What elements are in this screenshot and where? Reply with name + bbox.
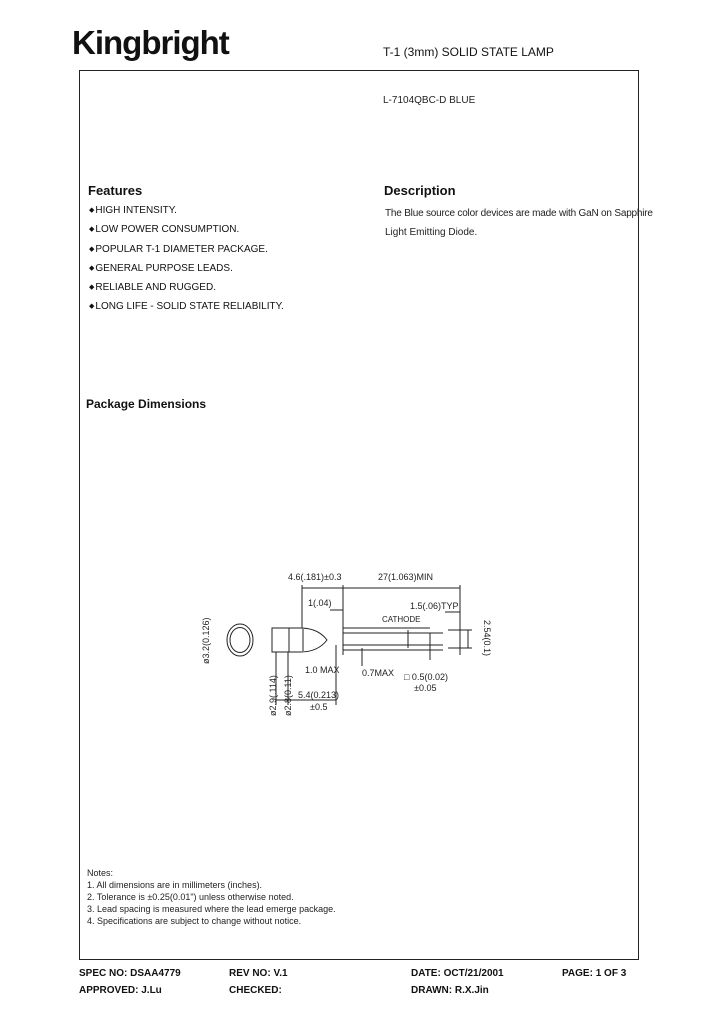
feature-item: ◆HIGH INTENSITY.: [89, 205, 177, 216]
features-heading: Features: [88, 183, 143, 198]
document-date: DATE: OCT/21/2001: [411, 968, 504, 979]
dim-label-05-tol: ±0.05: [414, 683, 437, 693]
dim-label-07max: 0.7MAX: [362, 668, 395, 678]
notes-block: [87, 867, 336, 927]
description-heading: Description: [384, 183, 456, 198]
approved-by: APPROVED: J.Lu: [79, 985, 162, 996]
dim-label-54-tol: ±0.5: [310, 702, 328, 712]
dim-label-05: □ 0.5(0.02): [404, 672, 448, 682]
dim-label-254: 2.54(0.1): [482, 620, 492, 657]
feature-item: ◆POPULAR T-1 DIAMETER PACKAGE.: [89, 243, 268, 255]
bullet-icon: ◆: [89, 264, 95, 272]
dim-label-28: ø2.8(0.11): [283, 675, 293, 716]
cathode-label: CATHODE: [382, 615, 421, 624]
feature-item: ◆LONG LIFE - SOLID STATE RELIABILITY.: [89, 301, 284, 313]
bullet-icon: ◆: [89, 303, 95, 311]
notes-title: Notes:: [87, 868, 114, 878]
lamp-top-view-outer: [227, 624, 253, 656]
checked-by: CHECKED:: [229, 985, 282, 996]
revision-number: REV NO: V.1: [229, 968, 288, 979]
package-dimensions-heading: Package Dimensions: [86, 397, 207, 411]
bullet-icon: ◆: [89, 284, 95, 292]
dim-label-27: 27(1.063)MIN: [378, 572, 434, 582]
dim-label-15: 1.5(.06)TYP: [410, 601, 459, 611]
note-item: 3. Lead spacing is measured where the lead emerge package.: [87, 904, 336, 914]
part-number: L-7104QBC-D BLUE: [383, 95, 476, 106]
page-number: PAGE: 1 OF 3: [562, 968, 627, 979]
feature-item: ◆RELIABLE AND RUGGED.: [89, 282, 216, 294]
note-item: 1. All dimensions are in millimeters (inches).: [87, 880, 263, 890]
lamp-body-outline: [272, 628, 327, 652]
bullet-icon: ◆: [89, 245, 95, 253]
bullet-icon: ◆: [89, 207, 95, 214]
note-item: 2. Tolerance is ±0.25(0.01") unless otherwise noted.: [87, 892, 294, 902]
dim-label-29: ø2.9(.114): [268, 675, 278, 716]
feature-item: ◆LOW POWER CONSUMPTION.: [89, 224, 240, 236]
drawn-by: DRAWN: R.X.Jin: [411, 985, 489, 996]
note-item: 4. Specifications are subject to change without notice.: [87, 916, 302, 926]
dim-label-46: 4.6(.181)±0.3: [288, 572, 342, 582]
lamp-top-view-inner: [230, 628, 250, 653]
spec-number: SPEC NO: DSAA4779: [79, 968, 181, 979]
dim-label-32: ø3.2(0.126): [201, 617, 211, 664]
kingbright-logo: Kingbright: [72, 24, 229, 61]
description-line: Light Emitting Diode.: [385, 227, 478, 238]
dim-label-54: 5.4(0.213): [298, 690, 340, 700]
dim-label-1: 1(.04): [308, 598, 332, 608]
description-line: The Blue source color devices are made with GaN on Sapphire: [385, 208, 653, 219]
bullet-icon: ◆: [89, 226, 95, 234]
document-title: T-1 (3mm) SOLID STATE LAMP: [383, 45, 554, 59]
dim-label-10max: 1.0 MAX: [305, 665, 340, 675]
feature-item: ◆GENERAL PURPOSE LEADS.: [89, 262, 233, 274]
